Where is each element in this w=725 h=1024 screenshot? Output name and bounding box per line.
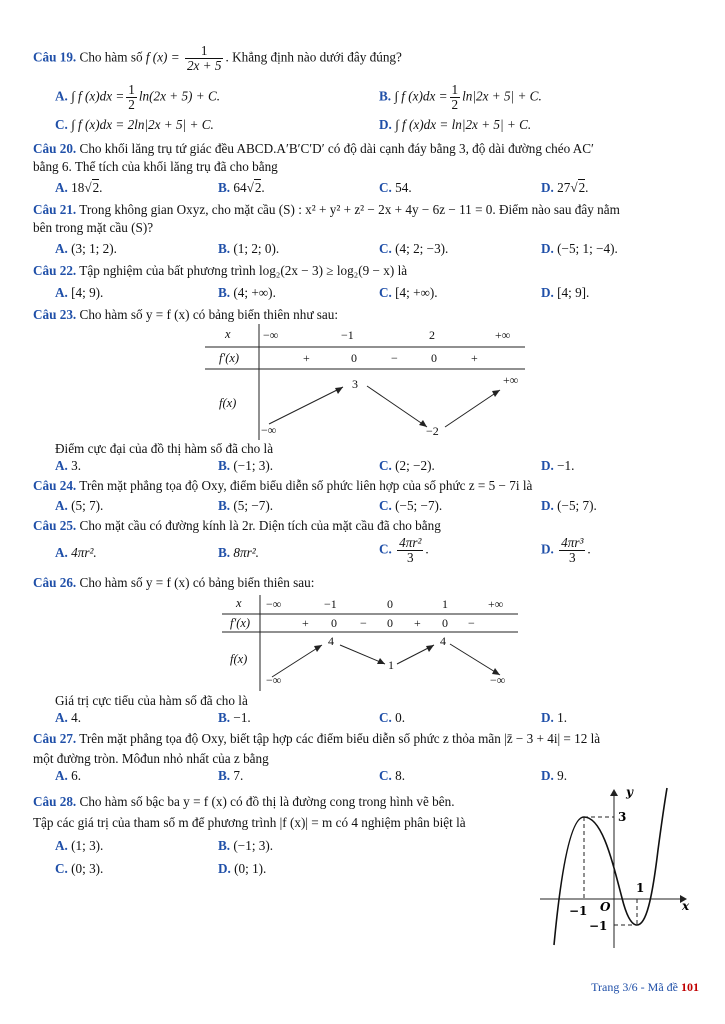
q19-fraction: $\frac{1}{2x + 5}$ — [186, 43, 222, 73]
q20-stem-line2: bằng 6. Thể tích của khối lăng trụ đã cho bằng — [33, 159, 278, 174]
q23-option-d[interactable]: D. −1. — [541, 458, 575, 473]
q22-stem: Câu 22. Tập nghiệm của bất phương trình log₂(2x − 3) ≥ log₂(9 − x) là — [33, 263, 408, 278]
q23-variation-table — [205, 324, 525, 440]
q22-option-d[interactable]: D. [4; 9]. — [541, 285, 590, 300]
q27-option-d[interactable]: D. 9. — [541, 768, 568, 783]
q19-stem: Câu 19. Cho hàm số f (x) = $\frac{1}{2x + 5}$ . Khẳng định nào dưới đây đúng? — [33, 43, 402, 73]
label-minus1-x: −1 — [569, 904, 588, 918]
q23-question: Điểm cực đại của đồ thị hàm số đã cho là — [55, 441, 274, 456]
q19-option-c[interactable]: C. ∫ f (x)dx = 2ln|2x + 5| + C. — [55, 117, 214, 132]
q23-sign: 0 — [431, 351, 437, 365]
q23-fprime-label: f′(x) — [219, 351, 240, 365]
q23-x-label: x — [225, 327, 231, 341]
q23-f-value: −2 — [426, 424, 439, 438]
q26-x-value: −1 — [324, 597, 337, 611]
q19-option-b[interactable]: B. ∫ f (x)dx = $\frac{1}{2}$ ln|2x + 5| + C. — [379, 82, 542, 112]
q23-f-label: f(x) — [219, 396, 237, 410]
q23-x-value: 2 — [429, 328, 435, 342]
q26-f-value: 4 — [440, 634, 446, 648]
cubic-curve — [554, 788, 667, 945]
q21-stem-line2: bên trong mặt cầu (S)? — [33, 220, 154, 235]
q21-stem-line1: Câu 21. Trong không gian Oxyz, cho mặt cầu (S) : x² + y² + z² − 2x + 4y − 6z − 11 = 0. Điểm nào sau đây nằm — [33, 202, 620, 217]
page-footer — [591, 980, 699, 995]
q26-sign: 0 — [442, 616, 448, 630]
q21-option-a[interactable]: A. (3; 1; 2). — [55, 241, 117, 256]
q22-option-b[interactable]: B. (4; +∞). — [218, 285, 276, 300]
q26-sign: 0 — [387, 616, 393, 630]
q23-x-value: −1 — [341, 328, 354, 342]
q25-stem: Câu 25. Cho mặt cầu có đường kính là 2r. Diện tích của mặt cầu đã cho bằng — [33, 518, 441, 533]
q26-x-value: 1 — [442, 597, 448, 611]
q26-f-value: 1 — [388, 658, 394, 672]
q21-option-b[interactable]: B. (1; 2; 0). — [218, 241, 280, 256]
q21-option-d[interactable]: D. (−5; 1; −4). — [541, 241, 618, 256]
label-minus1-y: −1 — [589, 919, 608, 933]
footer-exam-code: 101 — [681, 980, 699, 994]
y-axis-label: y — [626, 785, 633, 799]
q25-option-b[interactable]: B. 8πr². — [218, 545, 259, 560]
q23-sign: 0 — [351, 351, 357, 365]
q26-f-value: −∞ — [266, 673, 282, 687]
q27-option-b[interactable]: B. 7. — [218, 768, 244, 783]
q26-f-label: f(x) — [230, 652, 248, 666]
q26-x-value: −∞ — [266, 597, 282, 611]
q22-option-c[interactable]: C. [4; +∞). — [379, 285, 438, 300]
q26-option-b[interactable]: B. −1. — [218, 710, 251, 725]
q24-option-d[interactable]: D. (−5; 7). — [541, 498, 597, 513]
q23-f-value: +∞ — [503, 373, 519, 387]
q26-x-value: +∞ — [488, 597, 504, 611]
q28-cubic-graph — [534, 780, 694, 950]
q26-variation-table — [222, 595, 518, 691]
q26-sign: − — [468, 616, 475, 630]
q24-option-b[interactable]: B. (5; −7). — [218, 498, 274, 513]
q23-stem: Câu 23. Cho hàm số y = f (x) có bảng biến thiên như sau: — [33, 307, 339, 322]
q27-stem-line1: Câu 27. Trên mặt phẳng tọa độ Oxy, biết tập hợp các điểm biểu diễn số phức z thỏa mãn |z̄ − 3 + 4i| = 12 là — [33, 731, 601, 746]
q19-label: Câu 19. — [33, 49, 77, 65]
label-1: 1 — [636, 881, 645, 895]
q28-option-c[interactable]: C. (0; 3). — [55, 861, 104, 876]
q28-stem-line2: Tập các giá trị của tham số m để phương trình |f (x)| = m có 4 nghiệm phân biệt là — [33, 815, 466, 830]
q22-option-a[interactable]: A. [4; 9). — [55, 285, 104, 300]
q28-option-d[interactable]: D. (0; 1). — [218, 861, 267, 876]
q26-question: Giá trị cực tiểu của hàm số đã cho là — [55, 693, 248, 708]
q26-x-label: x — [236, 596, 242, 610]
q26-sign: 0 — [331, 616, 337, 630]
q23-option-b[interactable]: B. (−1; 3). — [218, 458, 274, 473]
q20-stem-line1: Câu 20. Cho khối lăng trụ tứ giác đều ABCD.A′B′C′D′ có độ dài cạnh đáy bằng 3, độ dài đường chéo AC′ — [33, 141, 594, 156]
footer-page-text: Trang 3/6 - Mã đề — [591, 980, 681, 994]
q24-option-a[interactable]: A. (5; 7). — [55, 498, 104, 513]
q25-option-a[interactable]: A. 4πr². — [55, 545, 97, 560]
q23-option-a[interactable]: A. 3. — [55, 458, 82, 473]
q20-option-d[interactable]: D. 27√2. — [541, 180, 589, 195]
q27-stem-line2: một đường tròn. Môđun nhỏ nhất của z bằng — [33, 751, 269, 766]
q23-f-value: −∞ — [261, 423, 277, 437]
q26-sign: + — [302, 616, 309, 630]
q23-option-c[interactable]: C. (2; −2). — [379, 458, 435, 473]
q26-fprime-label: f′(x) — [230, 616, 251, 630]
q26-option-a[interactable]: A. 4. — [55, 710, 82, 725]
q24-stem: Câu 24. Trên mặt phẳng tọa độ Oxy, điểm biểu diễn số phức liên hợp của số phức z = 5 − 7i là — [33, 478, 533, 493]
q26-x-value: 0 — [387, 597, 393, 611]
q25-option-d[interactable]: D. $\frac{\text{4πr³}}{3}$ . — [541, 535, 591, 565]
q20-option-a[interactable]: A. 18√2. — [55, 180, 103, 195]
q26-sign: − — [360, 616, 367, 630]
q27-option-c[interactable]: C. 8. — [379, 768, 406, 783]
q26-option-d[interactable]: D. 1. — [541, 710, 568, 725]
origin-label: O — [600, 900, 611, 914]
q19-option-a[interactable]: A. ∫ f (x)dx = $\frac{1}{2}$ ln(2x + 5) + C. — [55, 82, 221, 112]
q24-option-c[interactable]: C. (−5; −7). — [379, 498, 443, 513]
label-3: 3 — [618, 810, 627, 824]
q19-option-d[interactable]: D. ∫ f (x)dx = ln|2x + 5| + C. — [379, 117, 532, 132]
q26-option-c[interactable]: C. 0. — [379, 710, 406, 725]
q23-sign: + — [471, 351, 478, 365]
q28-option-a[interactable]: A. (1; 3). — [55, 838, 104, 853]
q26-stem: Câu 26. Cho hàm số y = f (x) có bảng biến thiên sau: — [33, 575, 315, 590]
q27-option-a[interactable]: A. 6. — [55, 768, 82, 783]
q26-sign: + — [414, 616, 421, 630]
q23-sign: + — [303, 351, 310, 365]
q28-option-b[interactable]: B. (−1; 3). — [218, 838, 274, 853]
q26-f-value: 4 — [328, 634, 334, 648]
q23-sign: − — [391, 351, 398, 365]
q25-option-c[interactable]: C. $\frac{\text{4πr²}}{3}$ . — [379, 535, 429, 565]
q23-x-value: +∞ — [495, 328, 511, 342]
q23-x-value: −∞ — [263, 328, 279, 342]
q26-f-value: −∞ — [490, 673, 506, 687]
q23-table-lines — [205, 324, 525, 440]
q23-f-value: 3 — [352, 377, 358, 391]
q28-stem-line1: Câu 28. Cho hàm số bậc ba y = f (x) có đồ thị là đường cong trong hình vẽ bên. — [33, 794, 455, 809]
q20-option-c[interactable]: C. 54. — [379, 180, 412, 195]
x-axis-label: x — [682, 899, 690, 913]
q20-option-b[interactable]: B. 64√2. — [218, 180, 265, 195]
q21-option-c[interactable]: C. (4; 2; −3). — [379, 241, 449, 256]
